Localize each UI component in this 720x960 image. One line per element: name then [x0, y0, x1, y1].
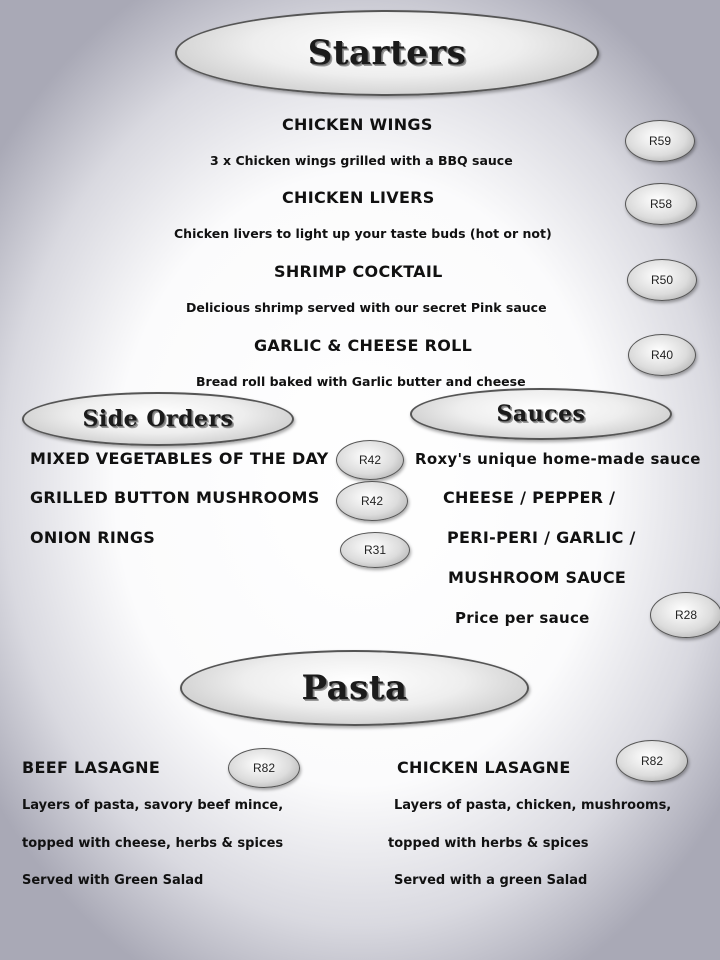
sauce-price: R28: [650, 592, 720, 638]
starter-price-4: R40: [628, 334, 696, 376]
pasta-line-2-2: topped with herbs & spices: [388, 836, 589, 851]
pasta-line-2-1: Layers of pasta, chicken, mushrooms,: [394, 798, 672, 813]
side-orders-banner: [22, 392, 294, 446]
side-order-price-3: R31: [340, 532, 410, 568]
starter-desc-1: 3 x Chicken wings grilled with a BBQ sauce: [210, 153, 513, 168]
pasta-price-2: R82: [616, 740, 688, 782]
starter-desc-4: Bread roll baked with Garlic butter and cheese: [196, 374, 526, 389]
pasta-name-1: BEEF LASAGNE: [22, 758, 161, 777]
pasta-title: Pasta: [301, 668, 408, 708]
pasta-price-1: R82: [228, 748, 300, 788]
side-order-name-3: ONION RINGS: [30, 528, 156, 547]
starter-desc-3: Delicious shrimp served with our secret Pink sauce: [186, 300, 547, 315]
pasta-line-1-1: Layers of pasta, savory beef mince,: [22, 798, 284, 813]
side-orders-title: Side Orders: [82, 406, 234, 432]
starters-title: Starters: [307, 33, 467, 73]
pasta-line-2-3: Served with a green Salad: [394, 873, 588, 888]
pasta-line-1-2: topped with cheese, herbs & spices: [22, 836, 284, 851]
sauce-line-2: PERI-PERI / GARLIC /: [447, 528, 636, 547]
side-order-name-2: GRILLED BUTTON MUSHROOMS: [30, 488, 320, 507]
sauces-banner: [410, 388, 672, 440]
starter-name-1: CHICKEN WINGS: [282, 115, 433, 134]
sauces-intro: Roxy's unique home-made sauce: [415, 450, 701, 468]
starter-name-3: SHRIMP COCKTAIL: [274, 262, 443, 281]
starter-price-1: R59: [625, 120, 695, 162]
pasta-name-2: CHICKEN LASAGNE: [397, 758, 571, 777]
starter-desc-2: Chicken livers to light up your taste buds (hot or not): [174, 226, 552, 241]
pasta-banner: [180, 650, 529, 726]
sauces-title: Sauces: [496, 401, 586, 427]
starters-banner: [175, 10, 599, 96]
starter-name-4: GARLIC & CHEESE ROLL: [254, 336, 473, 355]
starter-price-2: R58: [625, 183, 697, 225]
side-order-name-1: MIXED VEGETABLES OF THE DAY: [30, 449, 329, 468]
sauce-line-3: MUSHROOM SAUCE: [448, 568, 627, 587]
sauce-line-1: CHEESE / PEPPER /: [443, 488, 616, 507]
starter-price-3: R50: [627, 259, 697, 301]
side-order-price-1: R42: [336, 440, 404, 480]
sauce-price-label: Price per sauce: [455, 609, 590, 627]
starter-name-2: CHICKEN LIVERS: [282, 188, 435, 207]
side-order-price-2: R42: [336, 481, 408, 521]
pasta-line-1-3: Served with Green Salad: [22, 873, 204, 888]
